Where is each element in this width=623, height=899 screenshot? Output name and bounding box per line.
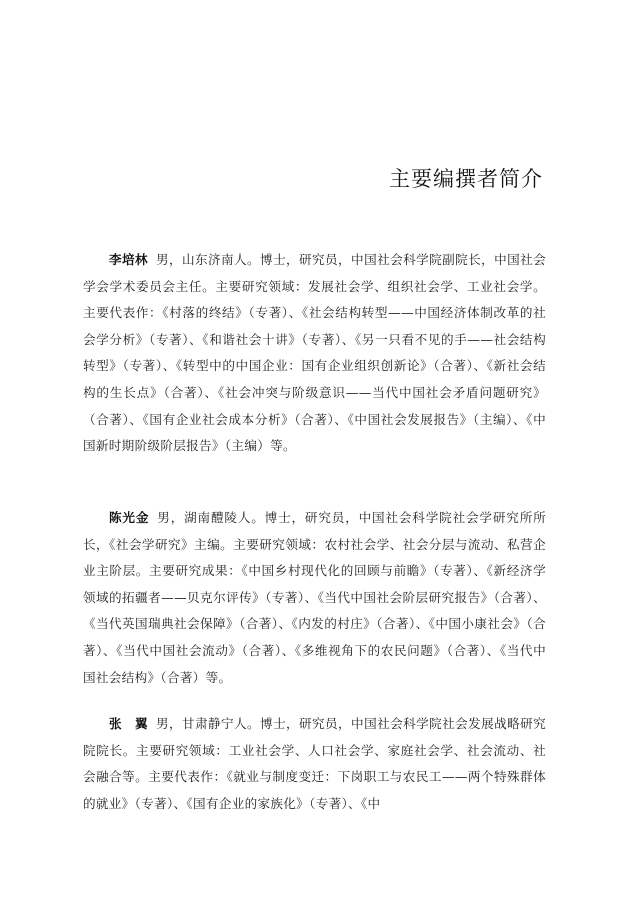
author-bio: 男，山东济南人。博士，研究员，中国社会科学院副院长，中国社会学会学术委员会主任。主要研究领域：发展社会学、组织社会学、工业社会学。主要代表作：《村落的终结》（专著）、《社会结构转型——中国经济体制改革的社会学分析》（专著）、《和谐社会十讲》（专著）、《另一只看不见的手——社会结构转型》（专著）、《转型中的中国企业：国有企业组织创新论》（合著）、《新社会结构的生长点》（合著）、《社会冲突与阶级意识——当代中国社会矛盾问题研究》（合著）、《国有企业社会成本分析》（合著）、《中国社会发展报告》（主编）、《中国新时期阶级阶层报告》（主编）等。 [83, 252, 546, 454]
page-title: 主要编撰者简介 [389, 167, 543, 191]
author-bio: 男，湖南醴陵人。博士，研究员，中国社会科学院社会学研究所所长，《社会学研究》主编。主要研究领域：农村社会学、社会分层与流动、私营企业主阶层。主要研究成果：《中国乡村现代化的回顾与前瞻》（专著）、《新经济学领域的拓疆者——贝克尔评传》（专著）、《当代中国社会阶层研究报告》（合著）、《当代英国瑞典社会保障》（合著）、《内发的村庄》（合著）、《中国小康社会》（合著）、《当代中国社会流动》（合著）、《多维视角下的农民问题》（合著）、《当代中国社会结构》（合著）等。 [83, 510, 547, 685]
author-bio: 男，甘肃静宁人。博士，研究员，中国社会科学院社会发展战略研究院院长。主要研究领域：工业社会学、人口社会学、家庭社会学、社会流动、社会融合等。主要代表作：《就业与制度变迁：下岗职工与农民工——两个特殊群体的就业》（专著）、《国有企业的家族化》（专著）、《中 [83, 716, 546, 811]
author-entry-chen-guangjin [83, 505, 546, 691]
author-name: 张 翼 [109, 716, 149, 731]
author-entry-zhang-yi [83, 711, 546, 817]
author-name: 陈光金 [109, 510, 150, 525]
author-entry-li-peilin [83, 247, 546, 460]
author-name: 李培林 [109, 252, 149, 267]
